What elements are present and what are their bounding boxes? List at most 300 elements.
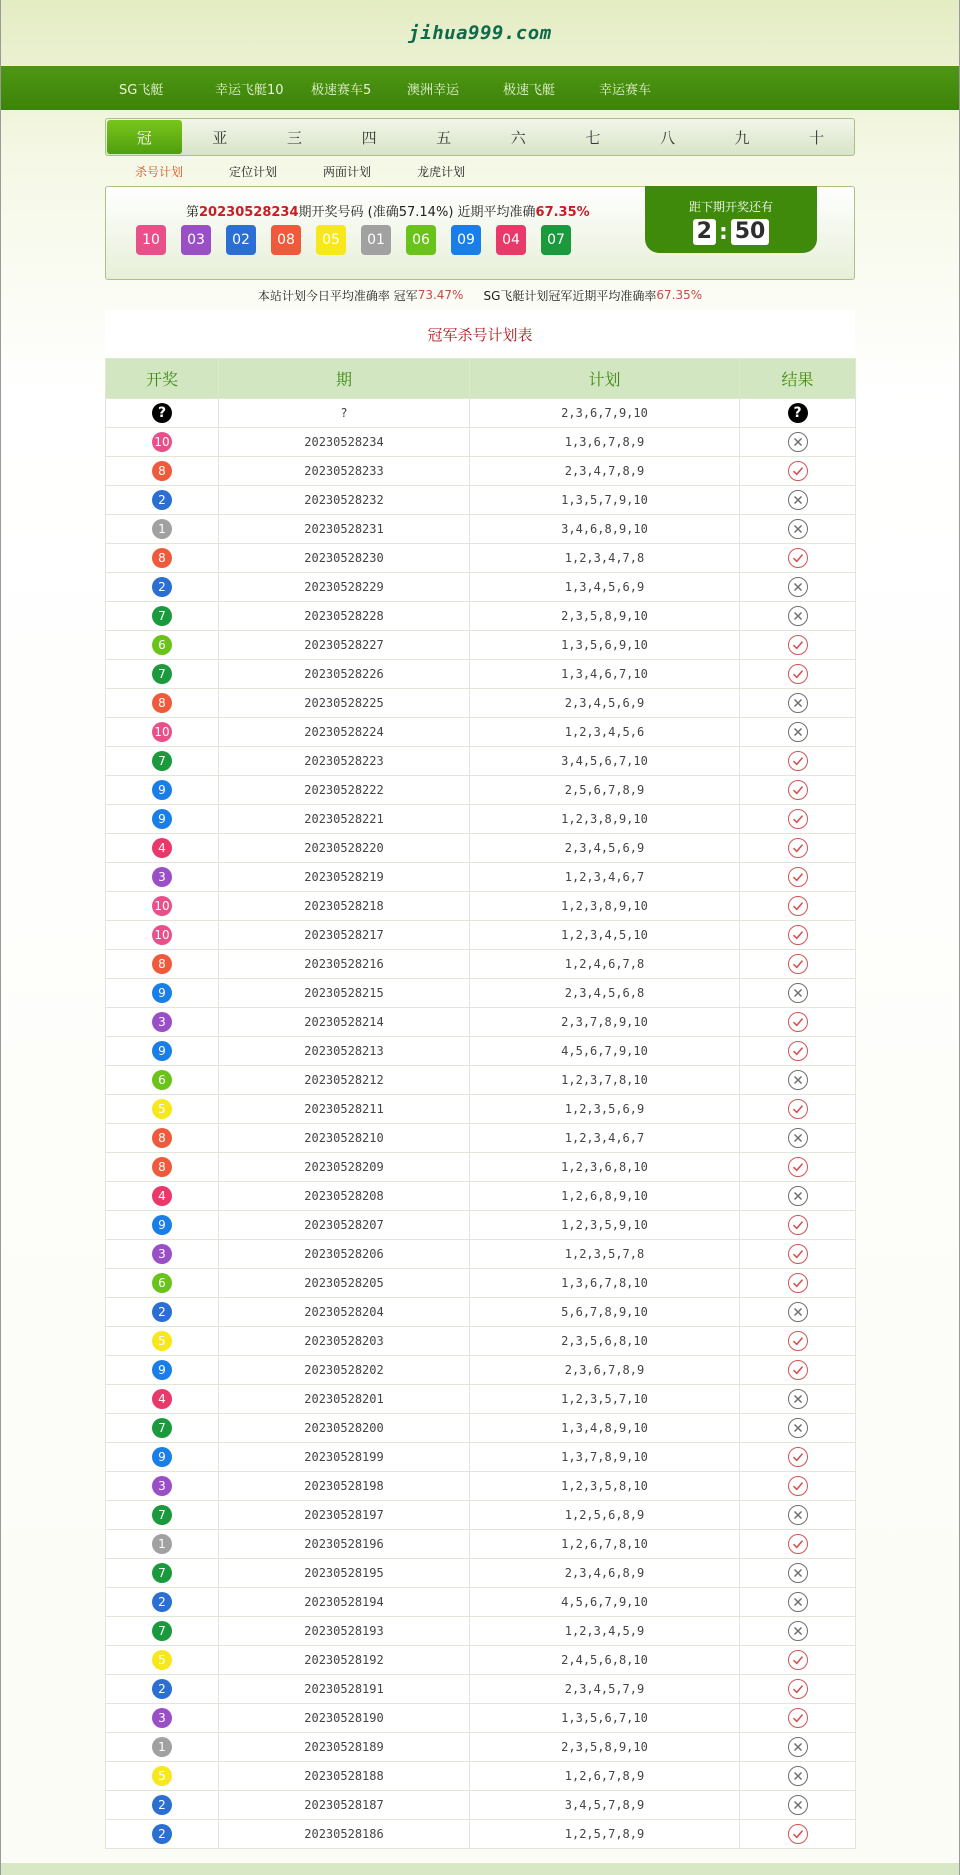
period-cell: 20230528233	[219, 457, 470, 486]
check-icon	[788, 1708, 808, 1728]
table-row	[106, 1356, 856, 1385]
latest-accuracy: 57.14%	[398, 205, 449, 220]
table-row	[106, 1588, 856, 1617]
draw-cell	[106, 1559, 219, 1588]
draw-cell	[106, 631, 219, 660]
check-icon	[788, 548, 808, 568]
latest-result-panel	[105, 186, 855, 280]
latest-number-ball: 03	[181, 225, 211, 255]
draw-cell	[106, 1762, 219, 1791]
draw-ball: 6	[152, 635, 172, 655]
table-row	[106, 1762, 856, 1791]
table-row	[106, 747, 856, 776]
latest-number-ball: 05	[316, 225, 346, 255]
result-cell	[740, 834, 856, 863]
result-cell	[740, 399, 856, 428]
draw-ball: 3	[152, 1476, 172, 1496]
period-cell: 20230528193	[219, 1617, 470, 1646]
draw-cell	[106, 515, 219, 544]
plan-cell: 2,3,4,5,7,9	[470, 1675, 740, 1704]
draw-cell	[106, 950, 219, 979]
accuracy-stats	[105, 280, 855, 310]
cross-icon	[788, 432, 808, 452]
plan-cell: 2,3,6,7,8,9	[470, 1356, 740, 1385]
cross-icon	[788, 1737, 808, 1757]
check-icon	[788, 1041, 808, 1061]
period-cell: 20230528209	[219, 1153, 470, 1182]
draw-cell	[106, 1704, 219, 1733]
period-cell: 20230528205	[219, 1269, 470, 1298]
draw-ball: 6	[152, 1070, 172, 1090]
result-cell	[740, 1066, 856, 1095]
period-cell: 20230528214	[219, 1008, 470, 1037]
stats-label-1: 本站计划今日平均准确率 冠军	[257, 288, 418, 303]
draw-ball: 10	[152, 432, 172, 452]
check-icon	[788, 1360, 808, 1380]
plan-cell: 1,2,5,6,8,9	[470, 1501, 740, 1530]
draw-cell	[106, 805, 219, 834]
draw-cell	[106, 1298, 219, 1327]
table-row	[106, 1124, 856, 1153]
table-row	[106, 1211, 856, 1240]
draw-ball: 9	[152, 983, 172, 1003]
result-cell	[740, 1356, 856, 1385]
draw-cell	[106, 573, 219, 602]
draw-cell	[106, 1617, 219, 1646]
period-cell: 20230528234	[219, 428, 470, 457]
draw-ball: 4	[152, 1186, 172, 1206]
plan-cell: 1,3,6,7,8,10	[470, 1269, 740, 1298]
plan-cell: 3,4,6,8,9,10	[470, 515, 740, 544]
result-cell	[740, 1791, 856, 1820]
cross-icon	[788, 519, 808, 539]
table-row	[106, 1095, 856, 1124]
cross-icon	[788, 606, 808, 626]
cross-icon	[788, 1563, 808, 1583]
table-row	[106, 1443, 856, 1472]
plan-cell: 1,3,5,7,9,10	[470, 486, 740, 515]
period-cell: 20230528187	[219, 1791, 470, 1820]
table-row	[106, 486, 856, 515]
draw-ball: 7	[152, 664, 172, 684]
period-cell: 20230528200	[219, 1414, 470, 1443]
result-cell	[740, 950, 856, 979]
period-cell: 20230528201	[219, 1385, 470, 1414]
plan-cell: 1,2,6,8,9,10	[470, 1182, 740, 1211]
draw-ball: 2	[152, 1592, 172, 1612]
cross-icon	[788, 1302, 808, 1322]
nav-item-jsft[interactable]: 极速飞艇	[503, 82, 556, 98]
col-header-draw: 开奖	[106, 359, 219, 399]
table-row	[106, 1414, 856, 1443]
table-row	[106, 631, 856, 660]
draw-ball: 2	[152, 490, 172, 510]
plan-cell: 2,3,6,7,9,10	[470, 399, 740, 428]
plan-cell: 1,2,6,7,8,10	[470, 1530, 740, 1559]
result-cell	[740, 1588, 856, 1617]
table-row	[106, 573, 856, 602]
draw-ball: 3	[152, 1012, 172, 1032]
cross-icon	[788, 1418, 808, 1438]
table-row	[106, 1066, 856, 1095]
result-cell	[740, 718, 856, 747]
tab-9[interactable]: 九	[734, 128, 750, 147]
draw-ball: 3	[152, 867, 172, 887]
table-row	[106, 1501, 856, 1530]
period-cell: 20230528206	[219, 1240, 470, 1269]
check-icon	[788, 809, 808, 829]
subtab-position[interactable]: 定位计划	[229, 164, 278, 179]
draw-cell	[106, 863, 219, 892]
table-row	[106, 1559, 856, 1588]
draw-ball: 9	[152, 809, 172, 829]
period-cell: 20230528211	[219, 1095, 470, 1124]
nav-item-xysc[interactable]: 幸运赛车	[599, 82, 652, 98]
table-row	[106, 515, 856, 544]
countdown-minutes: 2	[693, 219, 716, 245]
plan-cell: 1,3,4,6,7,10	[470, 660, 740, 689]
plan-cell: 1,2,3,4,7,8	[470, 544, 740, 573]
plan-cell: 1,2,3,5,7,8	[470, 1240, 740, 1269]
draw-cell	[106, 1414, 219, 1443]
tab-5[interactable]: 五	[436, 128, 452, 147]
plan-cell: 2,4,5,6,8,10	[470, 1646, 740, 1675]
table-row	[106, 921, 856, 950]
period-cell: 20230528208	[219, 1182, 470, 1211]
check-icon	[788, 954, 808, 974]
stats-pct-2: 67.35%	[656, 288, 703, 302]
draw-ball: 9	[152, 1360, 172, 1380]
draw-ball: 1	[152, 519, 172, 539]
draw-cell	[106, 1501, 219, 1530]
draw-ball: 2	[152, 1679, 172, 1699]
result-cell	[740, 1530, 856, 1559]
table-row	[106, 1153, 856, 1182]
draw-cell	[106, 1530, 219, 1559]
check-icon	[788, 1215, 808, 1235]
result-cell	[740, 1820, 856, 1849]
draw-ball: 7	[152, 606, 172, 626]
check-icon	[788, 780, 808, 800]
latest-number-ball: 02	[226, 225, 256, 255]
table-row	[106, 1298, 856, 1327]
table-row	[106, 1704, 856, 1733]
plan-cell: 1,2,3,4,5,9	[470, 1617, 740, 1646]
plan-cell: 1,2,3,8,9,10	[470, 805, 740, 834]
draw-ball: 10	[152, 925, 172, 945]
draw-cell	[106, 1820, 219, 1849]
latest-number-ball: 01	[361, 225, 391, 255]
tab-1[interactable]: 冠	[107, 120, 182, 154]
tab-4[interactable]: 四	[361, 128, 377, 147]
cross-icon	[788, 577, 808, 597]
draw-ball: 1	[152, 1534, 172, 1554]
result-cell	[740, 1124, 856, 1153]
plan-subtabs	[105, 156, 855, 186]
subtab-kill[interactable]: 杀号计划	[135, 164, 184, 179]
draw-ball: 3	[152, 1708, 172, 1728]
tab-6[interactable]: 六	[510, 128, 526, 147]
nav-item-sg[interactable]: SG飞艇	[119, 82, 164, 98]
check-icon	[788, 751, 808, 771]
period-cell: 20230528189	[219, 1733, 470, 1762]
plan-cell: 1,3,4,8,9,10	[470, 1414, 740, 1443]
plan-cell: 2,3,5,6,8,10	[470, 1327, 740, 1356]
check-icon	[788, 1157, 808, 1177]
table-row	[106, 1791, 856, 1820]
result-cell	[740, 1008, 856, 1037]
tab-7[interactable]: 七	[585, 128, 601, 147]
table-row	[106, 1008, 856, 1037]
latest-number-ball: 08	[271, 225, 301, 255]
plan-cell: 1,2,6,7,8,9	[470, 1762, 740, 1791]
draw-ball: 5	[152, 1099, 172, 1119]
cross-icon	[788, 1128, 808, 1148]
draw-ball: 8	[152, 461, 172, 481]
draw-cell	[106, 602, 219, 631]
stats-label-2: SG飞艇计划冠军近期平均准确率	[483, 288, 657, 303]
table-row	[106, 1617, 856, 1646]
result-cell	[740, 1443, 856, 1472]
nav-item-azxy[interactable]: 澳洲幸运	[407, 82, 460, 98]
tab-10[interactable]: 十	[809, 128, 825, 147]
draw-cell	[106, 1153, 219, 1182]
result-cell	[740, 1037, 856, 1066]
latest-number-ball: 04	[496, 225, 526, 255]
result-cell	[740, 1617, 856, 1646]
table-row	[106, 689, 856, 718]
cross-icon	[788, 722, 808, 742]
subtab-dragon-tiger[interactable]: 龙虎计划	[417, 164, 466, 179]
table-title: 冠军杀号计划表	[105, 310, 855, 358]
latest-result-line	[186, 201, 590, 220]
period-cell: 20230528232	[219, 486, 470, 515]
draw-ball: 10	[152, 722, 172, 742]
plan-cell: 1,3,5,6,9,10	[470, 631, 740, 660]
plan-cell: 2,3,5,8,9,10	[470, 602, 740, 631]
result-cell	[740, 1269, 856, 1298]
main-nav	[1, 66, 959, 110]
check-icon	[788, 635, 808, 655]
draw-cell	[106, 689, 219, 718]
header	[1, 0, 959, 66]
result-cell	[740, 631, 856, 660]
draw-ball: 7	[152, 1505, 172, 1525]
draw-cell	[106, 428, 219, 457]
result-cell	[740, 1762, 856, 1791]
period-cell: 20230528215	[219, 979, 470, 1008]
period-cell: 20230528225	[219, 689, 470, 718]
draw-cell	[106, 1124, 219, 1153]
table-row	[106, 1472, 856, 1501]
draw-cell	[106, 486, 219, 515]
table-header-row	[106, 359, 856, 399]
latest-number-ball: 06	[406, 225, 436, 255]
draw-cell	[106, 1472, 219, 1501]
period-cell: 20230528197	[219, 1501, 470, 1530]
draw-cell	[106, 544, 219, 573]
plan-cell: 1,3,6,7,8,9	[470, 428, 740, 457]
period-cell: 20230528231	[219, 515, 470, 544]
draw-ball: 8	[152, 1128, 172, 1148]
check-icon	[788, 838, 808, 858]
latest-period: 20230528234	[199, 205, 299, 220]
draw-cell	[106, 1356, 219, 1385]
draw-ball: 2	[152, 1824, 172, 1844]
result-cell	[740, 660, 856, 689]
plan-cell: 2,3,4,5,6,9	[470, 689, 740, 718]
draw-cell	[106, 834, 219, 863]
period-cell: 20230528224	[219, 718, 470, 747]
table-row	[106, 457, 856, 486]
check-icon	[788, 1244, 808, 1264]
countdown-seconds: 50	[731, 219, 770, 245]
plan-cell: 1,2,3,5,9,10	[470, 1211, 740, 1240]
plan-cell: 2,3,5,8,9,10	[470, 1733, 740, 1762]
result-cell	[740, 805, 856, 834]
result-cell	[740, 428, 856, 457]
period-cell: 20230528218	[219, 892, 470, 921]
check-icon	[788, 1012, 808, 1032]
plan-cell: 1,2,5,7,8,9	[470, 1820, 740, 1849]
result-cell	[740, 486, 856, 515]
countdown-colon: :	[718, 219, 728, 245]
draw-ball: 9	[152, 1041, 172, 1061]
result-cell	[740, 1646, 856, 1675]
result-cell	[740, 979, 856, 1008]
period-cell: 20230528213	[219, 1037, 470, 1066]
result-cell	[740, 863, 856, 892]
cross-icon	[788, 1070, 808, 1090]
draw-ball: 1	[152, 1737, 172, 1757]
result-cell	[740, 1472, 856, 1501]
draw-cell	[106, 1385, 219, 1414]
col-header-result: 结果	[740, 359, 856, 399]
plan-cell: 1,2,3,7,8,10	[470, 1066, 740, 1095]
question-icon: ?	[788, 403, 808, 423]
period-cell: 20230528216	[219, 950, 470, 979]
draw-ball: 5	[152, 1650, 172, 1670]
subtab-two-sides[interactable]: 两面计划	[323, 164, 372, 179]
table-row	[106, 1240, 856, 1269]
check-icon	[788, 867, 808, 887]
result-cell	[740, 1240, 856, 1269]
period-cell: 20230528190	[219, 1704, 470, 1733]
question-icon: ?	[152, 403, 172, 423]
tab-3[interactable]: 三	[286, 128, 302, 147]
result-cell	[740, 776, 856, 805]
nav-item-jssc5[interactable]: 极速赛车5	[311, 82, 372, 98]
draw-ball: 5	[152, 1331, 172, 1351]
stats-pct-1: 73.47%	[417, 288, 464, 302]
draw-ball: 2	[152, 1795, 172, 1815]
draw-cell	[106, 1588, 219, 1617]
nav-item-xyft10[interactable]: 幸运飞艇10	[215, 82, 284, 98]
draw-ball: 8	[152, 954, 172, 974]
draw-ball: 4	[152, 838, 172, 858]
plan-cell: 1,3,4,5,6,9	[470, 573, 740, 602]
draw-ball: 8	[152, 693, 172, 713]
result-cell	[740, 1095, 856, 1124]
check-icon	[788, 1099, 808, 1119]
plan-cell: 1,2,3,5,7,10	[470, 1385, 740, 1414]
table-row	[106, 1182, 856, 1211]
result-cell	[740, 689, 856, 718]
plan-cell: 4,5,6,7,9,10	[470, 1588, 740, 1617]
plan-cell: 1,2,3,5,8,10	[470, 1472, 740, 1501]
result-cell	[740, 921, 856, 950]
period-cell: 20230528223	[219, 747, 470, 776]
period-cell: 20230528210	[219, 1124, 470, 1153]
result-cell	[740, 602, 856, 631]
cross-icon	[788, 1766, 808, 1786]
draw-cell	[106, 892, 219, 921]
table-row	[106, 1037, 856, 1066]
result-cell	[740, 457, 856, 486]
check-icon	[788, 1331, 808, 1351]
period-cell: 20230528227	[219, 631, 470, 660]
table-row	[106, 428, 856, 457]
draw-cell	[106, 1269, 219, 1298]
table-row	[106, 660, 856, 689]
period-cell: 20230528186	[219, 1820, 470, 1849]
draw-cell	[106, 979, 219, 1008]
site-logo[interactable]: jihua999.com	[408, 22, 552, 44]
table-row	[106, 892, 856, 921]
period-cell: 20230528204	[219, 1298, 470, 1327]
draw-cell	[106, 1008, 219, 1037]
table-row	[106, 1820, 856, 1849]
tab-8[interactable]: 八	[659, 128, 675, 147]
period-cell: 20230528217	[219, 921, 470, 950]
draw-ball: 7	[152, 751, 172, 771]
table-row	[106, 1733, 856, 1762]
period-cell: 20230528220	[219, 834, 470, 863]
draw-ball: 2	[152, 577, 172, 597]
table-row	[106, 776, 856, 805]
countdown-label: 距下期开奖还有	[688, 200, 773, 214]
result-cell	[740, 1298, 856, 1327]
period-cell: 20230528229	[219, 573, 470, 602]
check-icon	[788, 1476, 808, 1496]
period-cell: ?	[219, 399, 470, 428]
latest-number-ball: 09	[451, 225, 481, 255]
period-prefix: 第	[186, 205, 200, 220]
result-cell	[740, 1153, 856, 1182]
plan-table	[105, 358, 856, 1849]
tab-2[interactable]: 亚	[212, 128, 228, 147]
period-cell: 20230528202	[219, 1356, 470, 1385]
period-cell: 20230528191	[219, 1675, 470, 1704]
period-cell: 20230528203	[219, 1327, 470, 1356]
plan-cell: 5,6,7,8,9,10	[470, 1298, 740, 1327]
table-row	[106, 950, 856, 979]
plan-cell: 1,2,3,4,5,6	[470, 718, 740, 747]
latest-numbers	[136, 225, 586, 255]
table-row	[106, 863, 856, 892]
result-cell	[740, 544, 856, 573]
table-row	[106, 979, 856, 1008]
period-cell: 20230528219	[219, 863, 470, 892]
draw-ball: 5	[152, 1766, 172, 1786]
plan-cell: 2,5,6,7,8,9	[470, 776, 740, 805]
plan-cell: 1,2,3,4,5,10	[470, 921, 740, 950]
draw-cell	[106, 1791, 219, 1820]
result-cell	[740, 1733, 856, 1762]
avg-label: ) 近期平均准确	[448, 205, 536, 220]
check-icon	[788, 461, 808, 481]
check-icon	[788, 1650, 808, 1670]
